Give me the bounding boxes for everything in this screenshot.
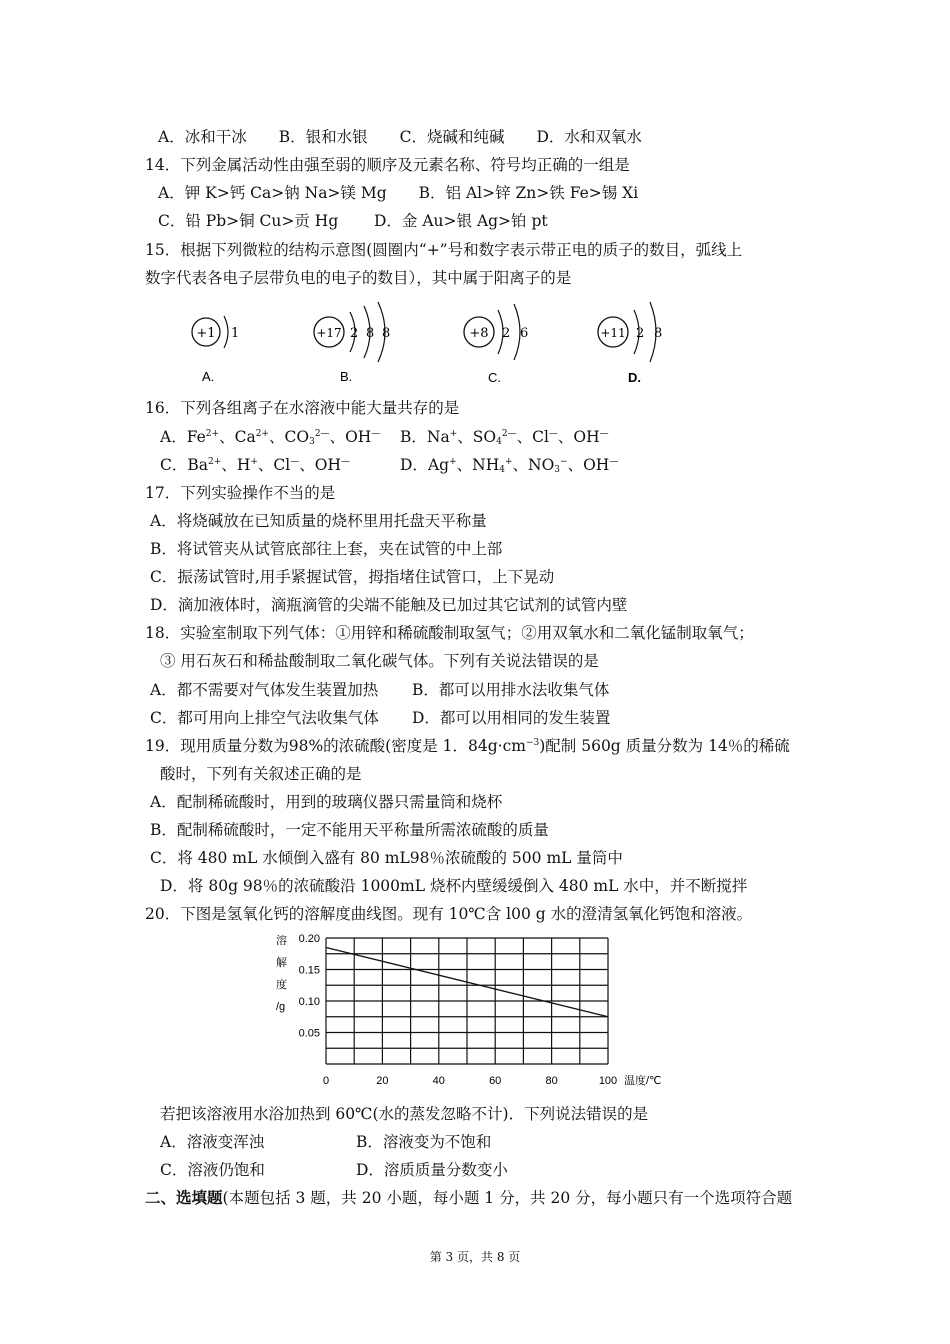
atom-b-shell-1: 2 (350, 326, 359, 341)
atom-a-nucleus: +1 (196, 326, 216, 341)
chart-x-ticks (323, 1075, 617, 1087)
atom-c-svg (462, 300, 542, 390)
q15-stem-line2: 数字代表各电子层带负电的电子的数目），其中属于阳离子的是 (145, 269, 572, 287)
x-tick-label: 60 (489, 1075, 502, 1087)
y-tick-label: 0.10 (298, 996, 320, 1008)
q20-option-d: D．溶质质量分数变小 (356, 1161, 508, 1179)
solubility-chart-svg (268, 928, 688, 1093)
atom-diagram-a (188, 300, 258, 394)
atom-a-svg (188, 300, 258, 390)
atom-c-nucleus: +8 (469, 326, 489, 341)
x-tick-label: 100 (598, 1075, 618, 1087)
q18-option-c: C．都可用向上排空气法收集气体 (150, 709, 379, 727)
q16-stem: 16．下列各组离子在水溶液中能大量共存的是 (145, 399, 460, 417)
atom-b-shell-2: 8 (366, 326, 375, 341)
chart-y-ticks (299, 933, 320, 1040)
q18-options-ab (150, 680, 609, 700)
atom-c-shell-2: 6 (520, 326, 529, 341)
q20-options-ab (160, 1132, 491, 1152)
q14-stem: 14．下列金属活动性由强至弱的顺序及元素名称、符号均正确的一组是 (145, 156, 630, 174)
q16-option-a: A．$Fe^{2+}$、$Ca^{2+}$、$CO_3^{2—}$、OH— (160, 428, 381, 447)
q14-option-a: A．钾 K>钙 Ca>钠 Na>镁 Mg (158, 184, 387, 202)
q16-option-b: B．Na+、$SO_4^{2—}$、Cl—、OH— (400, 428, 609, 447)
q18-option-d: D．都可以用相同的发生装置 (412, 709, 611, 727)
q16-options-ab (160, 427, 609, 447)
q18-option-a: A．都不需要对气体发生装置加热 (150, 681, 379, 699)
x-tick-label: 80 (545, 1075, 558, 1087)
q13-option-a: A．冰和干冰 (158, 128, 247, 146)
x-tick-label: 0 (322, 1075, 330, 1087)
atom-a-label: A. (202, 369, 215, 384)
q17-option-a: A．将烧碱放在已知质量的烧杯里用托盘天平称量 (150, 512, 487, 530)
q14-option-d: D．金 Au>银 Ag>铂 pt (374, 212, 548, 230)
q18-stem-line1: 18．实验室制取下列气体：①用锌和稀硫酸制取氢气；②用双氧水和二氧化锰制取氧气； (145, 624, 754, 642)
q13-options (158, 127, 642, 147)
q18-stem-line2: ③ 用石灰石和稀盐酸制取二氧化碳气体。下列有关说法错误的是 (160, 652, 599, 670)
atom-diagram-b (312, 300, 402, 394)
y-tick-label: 0.20 (298, 933, 320, 945)
chart-grid (326, 938, 608, 1064)
q13-option-c: C．烧碱和纯碱 (399, 128, 505, 146)
q15-stem-line1: 15．根据下列微粒的结构示意图(圆圈内“+”号和数字表示带正电的质子的数目，弧线上 (145, 241, 743, 259)
q20-option-b: B．溶液变为不饱和 (356, 1133, 492, 1151)
section-2-title: 二、选填题 (145, 1188, 223, 1207)
q17-stem: 17．下列实验操作不当的是 (145, 484, 336, 502)
atom-d-nucleus: +11 (600, 326, 626, 340)
q19-option-c: C．将 480 mL 水倾倒入盛有 80 mL98％浓硫酸的 500 mL 量筒中 (150, 849, 623, 867)
y-tick-label: 0.15 (298, 964, 320, 977)
atom-b-label: B. (340, 369, 353, 384)
q14-option-b: B．铝 Al>锌 Zn>铁 Fe>锡 Xi (418, 184, 639, 202)
q19-option-d: D．将 80g 98％的浓硫酸沿 1000mL 烧杯内壁缓缓倒入 480 mL 水中，并不断搅拌 (160, 877, 748, 895)
q19-stem-line2: 酸时，下列有关叙述正确的是 (160, 765, 362, 783)
x-tick-label: 40 (432, 1075, 445, 1087)
q16-option-c: C．$Ba^{2+}$、H+、Cl—、OH— (160, 456, 350, 474)
q16-options-cd (160, 455, 618, 475)
y-tick-label: 0.05 (298, 1027, 320, 1040)
atom-d-svg (596, 300, 676, 390)
q18-options-cd (150, 708, 610, 728)
q20-option-c: C．溶液仍饱和 (160, 1161, 265, 1179)
q19-option-a: A．配制稀硫酸时，用到的玻璃仪器只需量筒和烧杯 (150, 793, 503, 811)
atom-b-nucleus: +17 (316, 326, 342, 340)
section-2-description: (本题包括 3 题，共 20 小题，每小题 1 分，共 20 分，每小题只有一个选项符合题 (222, 1189, 793, 1207)
q19-stem-line1: 19．现用质量分数为98%的浓硫酸(密度是 1．$84g\cdot cm^{-3}$)配制 560g 质量分数为 14％的稀硫 (145, 737, 790, 755)
section-2-heading (145, 1188, 792, 1208)
solubility-chart (268, 928, 688, 1097)
q16-option-d: D．Ag+、$NH_4^+$、$NO_3^-$、OH— (400, 456, 619, 475)
y-axis-label-char: 度 (276, 979, 287, 991)
atom-d-label: D. (628, 370, 641, 385)
chart-x-axis-label: 温度/℃ (624, 1075, 662, 1087)
x-tick-label: 20 (376, 1075, 389, 1087)
q17-option-b: B．将试管夹从试管底部往上套，夹在试管的中上部 (150, 540, 503, 558)
atom-d-shell-2: 8 (654, 326, 663, 341)
atom-c-label: C. (488, 370, 501, 385)
atom-a-shell-1: 1 (231, 326, 240, 341)
chart-y-axis-label (276, 933, 287, 1013)
q13-option-b: B．银和水银 (278, 128, 368, 146)
y-axis-label-char: 解 (276, 957, 287, 969)
atom-b-svg (312, 300, 402, 390)
atom-d-shell-1: 2 (636, 326, 645, 341)
q19-option-b: B．配制稀硫酸时，一定不能用天平称量所需浓硫酸的质量 (150, 821, 549, 839)
q18-option-b: B．都可以用排水法收集气体 (412, 681, 610, 699)
atom-c-shell-1: 2 (502, 326, 511, 341)
q17-option-c: C．振荡试管时,用手紧握试管，拇指堵住试管口，上下晃动 (150, 568, 555, 586)
q14-options-ab (158, 183, 638, 203)
y-axis-label-char: /g (276, 1001, 286, 1013)
atom-b-shell-3: 8 (382, 326, 391, 341)
atom-diagram-c (462, 300, 542, 394)
q20-stem: 20．下图是氢氧化钙的溶解度曲线图。现有 10℃含 l00 g 水的澄清氢氧化钙饱和溶液。 (145, 905, 753, 923)
q13-option-d: D．水和双氧水 (536, 128, 642, 146)
q20-option-a: A．溶液变浑浊 (160, 1133, 265, 1151)
atom-diagram-d (596, 300, 676, 394)
q14-options-cd (158, 211, 548, 231)
q14-option-c: C．铅 Pb>铜 Cu>贡 Hg (158, 212, 339, 230)
q17-option-d: D．滴加液体时，滴瓶滴管的尖端不能触及已加过其它试剂的试管内壁 (150, 596, 628, 614)
page-footer: 第 3 页，共 8 页 (429, 1250, 521, 1264)
y-axis-label-char: 溶 (276, 935, 287, 947)
q20-options-cd (160, 1160, 508, 1180)
q20-followup: 若把该溶液用水浴加热到 60℃(水的蒸发忽略不计)．下列说法错误的是 (160, 1105, 649, 1123)
